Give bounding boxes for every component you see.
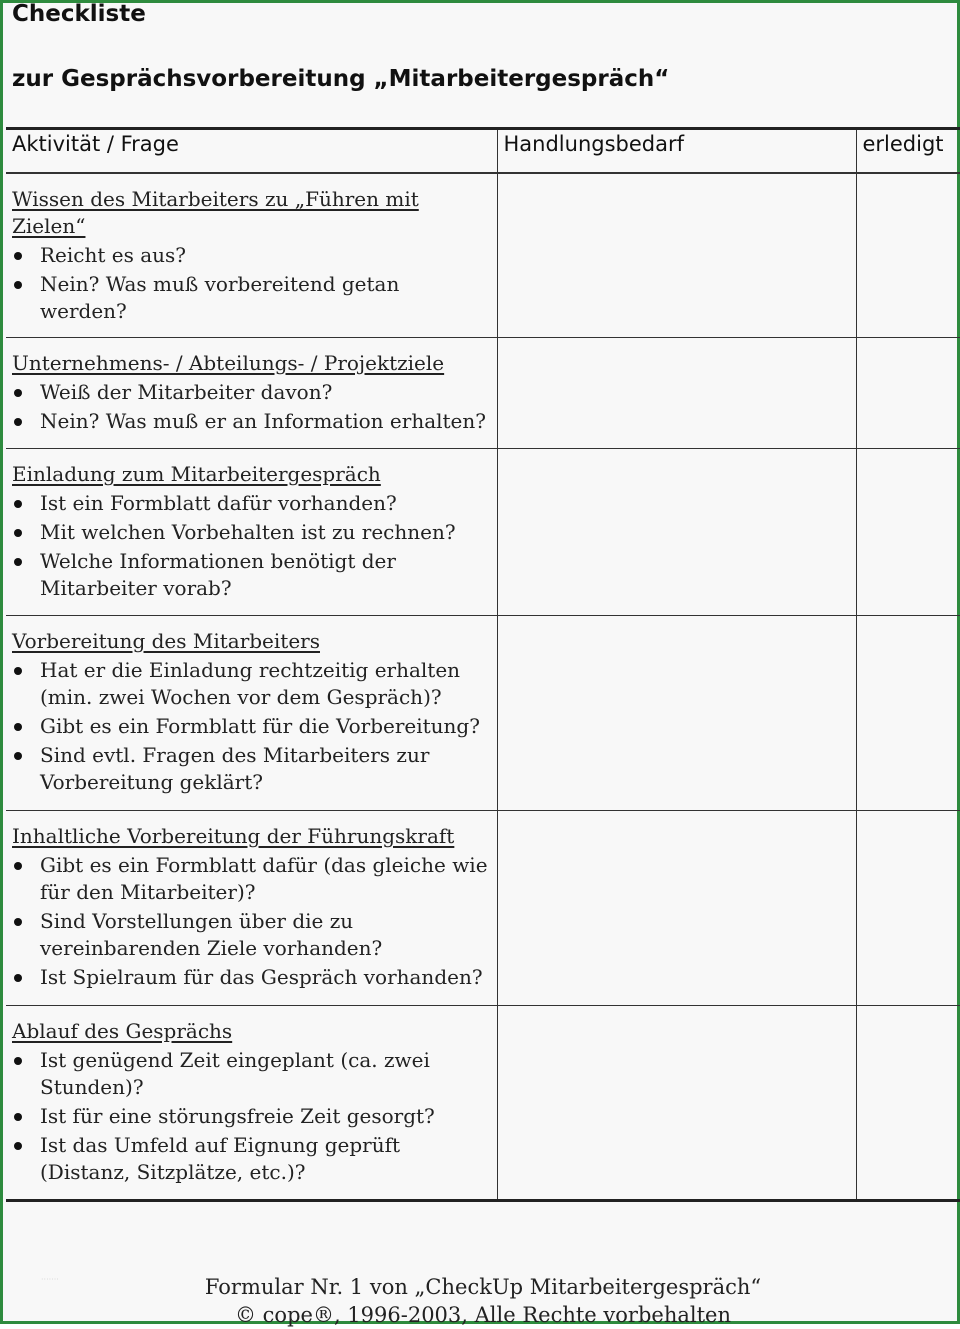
activity-cell (6, 811, 497, 1006)
table-row (6, 449, 960, 616)
activity-cell (6, 173, 497, 338)
list-item: Gibt es ein Formblatt für die Vorbereitung? (12, 713, 491, 740)
document-title: Checkliste (12, 1, 146, 27)
table-row (6, 811, 960, 1006)
done-cell[interactable] (856, 811, 960, 1006)
done-cell[interactable] (856, 1006, 960, 1201)
question-list (12, 242, 491, 325)
action-needed-cell[interactable] (497, 338, 856, 449)
checklist-table (6, 127, 960, 1202)
list-item: Ist Spielraum für das Gespräch vorhanden? (12, 964, 491, 991)
action-needed-cell[interactable] (497, 616, 856, 811)
done-cell[interactable] (856, 616, 960, 811)
activity-cell (6, 449, 497, 616)
section-title: Wissen des Mitarbeiters zu „Führen mit Zielen“ (12, 187, 419, 238)
footer (3, 1273, 960, 1329)
table-row (6, 616, 960, 811)
activity-cell (6, 616, 497, 811)
question-list (12, 379, 491, 435)
list-item: Hat er die Einladung rechtzeitig erhalten (min. zwei Wochen vor dem Gespräch)? (12, 657, 491, 711)
column-header-action-needed: Handlungsbedarf (497, 129, 856, 174)
list-item: Ist ein Formblatt dafür vorhanden? (12, 490, 491, 517)
list-item: Sind evtl. Fragen des Mitarbeiters zur Vorbereitung geklärt? (12, 742, 491, 796)
section-title: Ablauf des Gesprächs (12, 1019, 233, 1043)
section-title: Vorbereitung des Mitarbeiters (12, 629, 320, 653)
list-item: Mit welchen Vorbehalten ist zu rechnen? (12, 519, 491, 546)
done-cell[interactable] (856, 338, 960, 449)
table-row (6, 1006, 960, 1201)
list-item: Weiß der Mitarbeiter davon? (12, 379, 491, 406)
section-title: Inhaltliche Vorbereitung der Führungskraft (12, 824, 455, 848)
list-item: Ist das Umfeld auf Eignung geprüft (Distanz, Sitzplätze, etc.)? (12, 1132, 491, 1186)
list-item: Ist genügend Zeit eingeplant (ca. zwei Stunden)? (12, 1047, 491, 1101)
list-item: Nein? Was muß vorbereitend getan werden? (12, 271, 491, 325)
question-list (12, 852, 491, 991)
done-cell[interactable] (856, 173, 960, 338)
activity-cell (6, 1006, 497, 1201)
action-needed-cell[interactable] (497, 811, 856, 1006)
section-title: Einladung zum Mitarbeitergespräch (12, 462, 381, 486)
done-cell[interactable] (856, 449, 960, 616)
activity-cell (6, 338, 497, 449)
list-item: Nein? Was muß er an Information erhalten? (12, 408, 491, 435)
header-row (6, 129, 960, 174)
footer-copyright: © cope®, 1996-2003, Alle Rechte vorbehalten (235, 1303, 731, 1327)
question-list (12, 1047, 491, 1186)
list-item: Ist für eine störungsfreie Zeit gesorgt? (12, 1103, 491, 1130)
list-item: Welche Informationen benötigt der Mitarbeiter vorab? (12, 548, 491, 602)
question-list (12, 490, 491, 602)
list-item: Reicht es aus? (12, 242, 491, 269)
watermark: ······· (41, 1275, 59, 1284)
table-row (6, 338, 960, 449)
document-subtitle: zur Gesprächsvorbereitung „Mitarbeitergespräch“ (12, 66, 670, 92)
column-header-activity: Aktivität / Frage (6, 129, 497, 174)
action-needed-cell[interactable] (497, 1006, 856, 1201)
list-item: Sind Vorstellungen über die zu vereinbarenden Ziele vorhanden? (12, 908, 491, 962)
list-item: Gibt es ein Formblatt dafür (das gleiche wie für den Mitarbeiter)? (12, 852, 491, 906)
section-title: Unternehmens- / Abteilungs- / Projektziele (12, 351, 445, 375)
action-needed-cell[interactable] (497, 173, 856, 338)
question-list (12, 657, 491, 796)
footer-form-number: Formular Nr. 1 von „CheckUp Mitarbeitergespräch“ (204, 1275, 762, 1299)
action-needed-cell[interactable] (497, 449, 856, 616)
column-header-done: erledigt (856, 129, 960, 174)
table-row (6, 173, 960, 338)
